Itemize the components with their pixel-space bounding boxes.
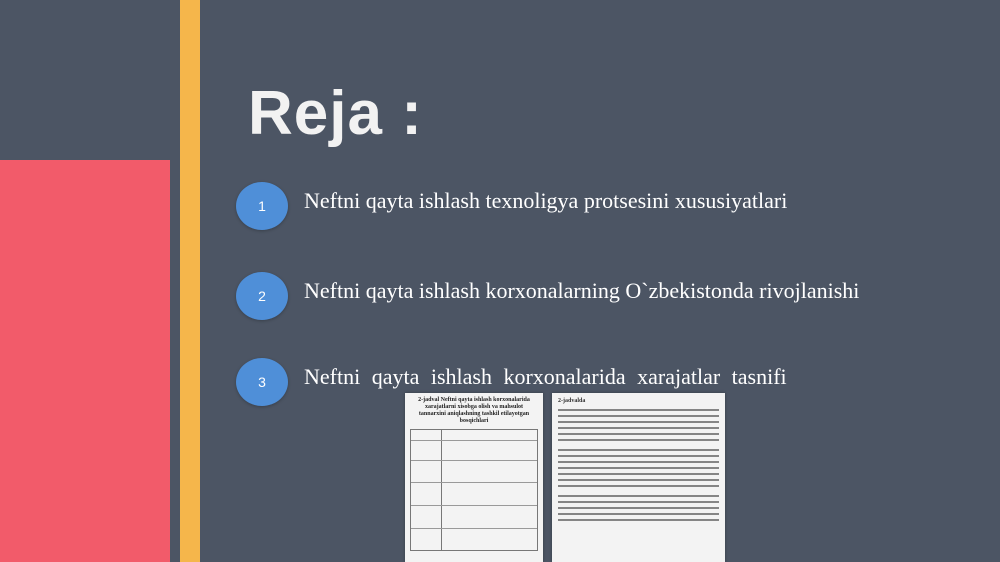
agenda-item-2 — [236, 272, 976, 324]
document-text-lines — [552, 405, 725, 529]
slide-title: Reja : — [248, 79, 423, 148]
number-circle: 1 — [236, 182, 288, 230]
agenda-item-1 — [236, 182, 976, 234]
document-image-left — [405, 393, 543, 562]
agenda-item-text: Neftni qayta ishlash korxonalarning O`zbekistonda rivojlanishi — [304, 278, 860, 303]
document-image-right — [552, 393, 725, 562]
document-heading: 2-jadvalda — [558, 398, 586, 404]
document-heading: 2-jadval Neftni qayta ishlash korxonalarida xarajatlarni xisobga olish va mahsulot tannarxini aniqlashning tashkil etilayotgan bosqichlari — [418, 397, 530, 424]
agenda-item-text: Neftni qayta ishlash korxonalarida xarajatlar tasnifi — [304, 364, 787, 389]
decorative-red-block — [0, 160, 170, 562]
decorative-accent-bar — [180, 0, 200, 562]
number-circle: 2 — [236, 272, 288, 320]
agenda-item-text: Neftni qayta ishlash texnoligya protsesini xususiyatlari — [304, 188, 788, 213]
number-circle: 3 — [236, 358, 288, 406]
document-table — [410, 429, 538, 551]
